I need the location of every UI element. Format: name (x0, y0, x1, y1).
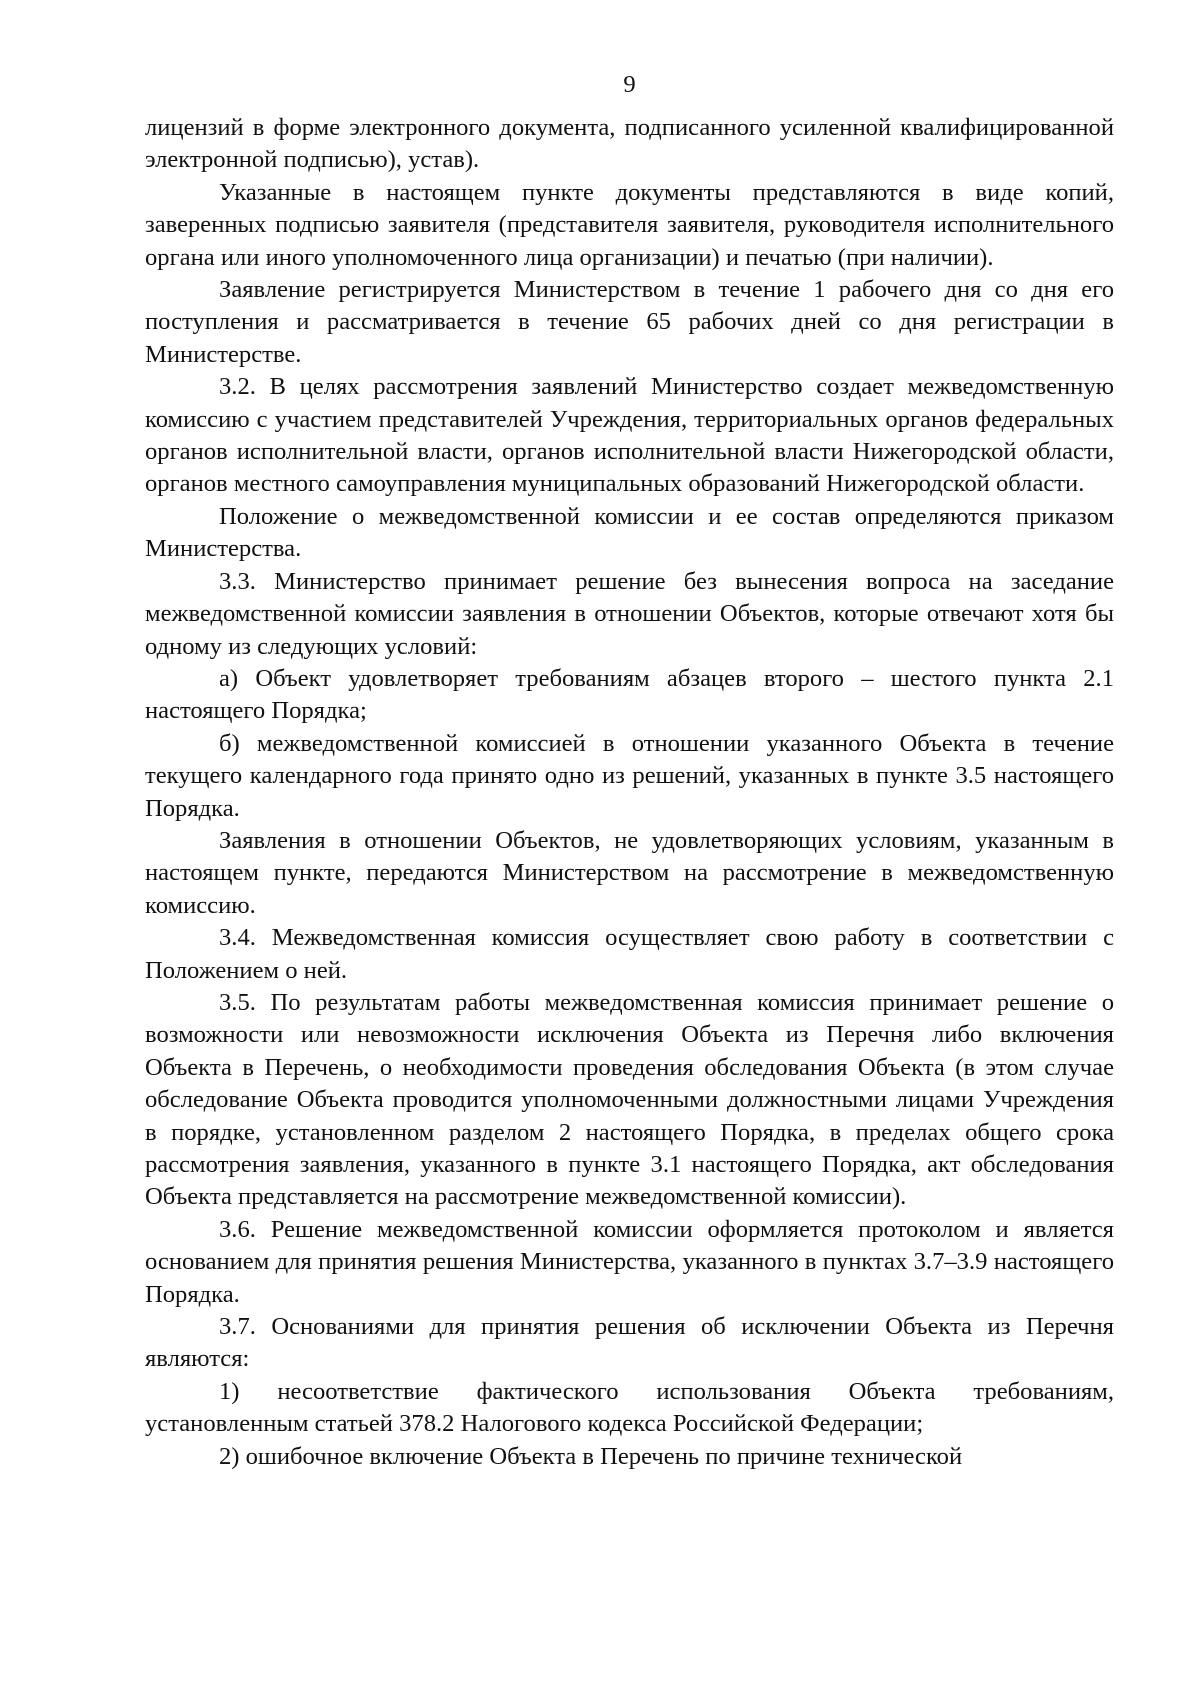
paragraph-clause-3-6: 3.6. Решение межведомственной комиссии оформляется протоколом и является основанием для принятия решения Министерства, указанного в пунктах 3.7–3.9 настоящего Порядка. (145, 1215, 1114, 1308)
paragraph-continuation-licenses: лицензий в форме электронного документа, подписанного усиленной квалифицированной электронной подписью), устав). (145, 114, 1114, 174)
paragraph-condition-a: а) Объект удовлетворяет требованиям абзацев второго – шестого пункта 2.1 настоящего Порядка; (145, 664, 1114, 725)
paragraph-clause-3-2: 3.2. В целях рассмотрения заявлений Министерство создает межведомственную комиссию с участием представителей Учреждения, территориальных органов федеральных органов исполнительной власти, органов исполнительной власти Нижегородской области, органов местного самоуправления муниципальных образований Нижегородской области. (145, 373, 1114, 498)
paragraph-clause-3-3: 3.3. Министерство принимает решение без вынесения вопроса на заседание межведомственной комиссии заявления в отношении Объектов, которые отвечают хотя бы одному из следующих условий: (145, 567, 1114, 660)
paragraph-clause-3-7: 3.7. Основаниями для принятия решения об исключении Объекта из Перечня являются: (145, 1313, 1114, 1373)
paragraph-commission-regulation: Положение о межведомственной комиссии и ее состав определяются приказом Министерства. (145, 502, 1114, 563)
paragraph-clause-3-4: 3.4. Межведомственная комиссия осуществляет свою работу в соответствии с Положением о ней. (145, 924, 1114, 984)
paragraph-item-2: 2) ошибочное включение Объекта в Перечень по причине технической (219, 1442, 963, 1470)
paragraph-application-registration: Заявление регистрируется Министерством в течение 1 рабочего дня со дня его поступления и рассматривается в течение 65 рабочих дней со дня регистрации в Министерстве. (145, 276, 1114, 368)
paragraph-clause-3-5: 3.5. По результатам работы межведомственная комиссия принимает решение о возможности или невозможности исключения Объекта из Перечня либо включения Объекта в Перечень, о необходимости проведения обследования Объекта (в этом случае обследование Объекта проводится уполномоченными должностными лицами Учреждения в порядке, установленном разделом 2 настоящего Порядка, в пределах общего срока рассмотрения заявления, указанного в пункте 3.1 настоящего Порядка, акт обследования Объекта представляется на рассмотрение межведомственной комиссии). (145, 988, 1114, 1211)
paragraph-applications-transfer: Заявления в отношении Объектов, не удовлетворяющих условиям, указанным в настоящем пункте, передаются Министерством на рассмотрение в межведомственную комиссию. (145, 826, 1114, 919)
paragraph-document-copies: Указанные в настоящем пункте документы представляются в виде копий, заверенных подписью заявителя (представителя заявителя, руководителя исполнительного органа или иного уполномоченного лица организации) и печатью (при наличии). (145, 178, 1114, 271)
page-number: 9 (623, 71, 636, 98)
paragraph-item-1: 1) несоответствие фактического использования Объекта требованиям, установленным статьей 378.2 Налогового кодекса Российской Федерации; (145, 1377, 1114, 1438)
paragraph-condition-b: б) межведомственной комиссией в отношении указанного Объекта в течение текущего календарного года принято одно из решений, указанных в пункте 3.5 настоящего Порядка. (145, 729, 1114, 822)
